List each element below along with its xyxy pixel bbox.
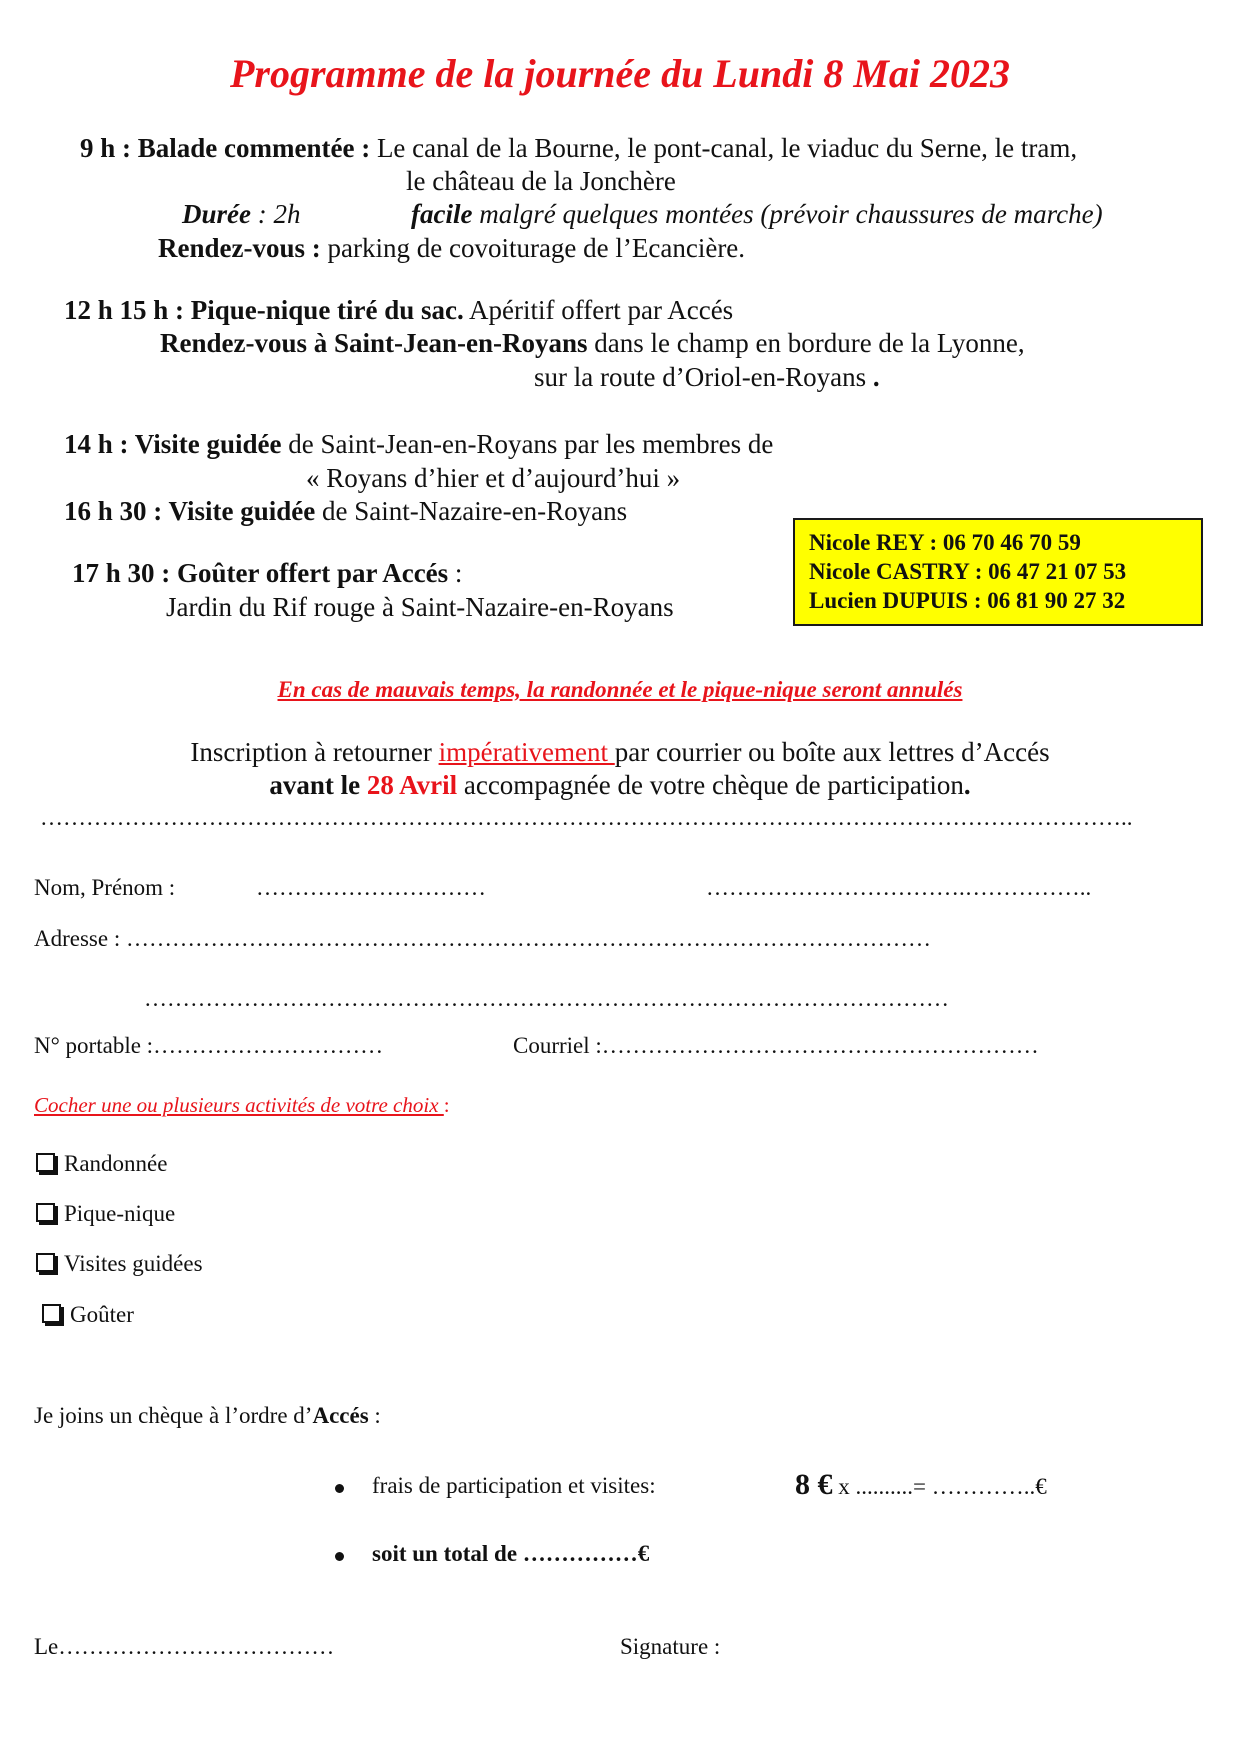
payment-intro-a: Je joins un chèque à l’ordre d’ bbox=[34, 1403, 313, 1428]
portable-label: N° portable : bbox=[34, 1033, 154, 1058]
activity-label: Randonnée bbox=[64, 1151, 168, 1176]
total-line[interactable]: soit un total de ……………€ bbox=[372, 1541, 650, 1566]
inscription-text-b: par courrier ou boîte aux lettres d’Accés bbox=[614, 737, 1050, 767]
balade-difficulty bbox=[411, 199, 1103, 230]
deadline-prefix: avant le bbox=[269, 770, 367, 800]
contact-1: Nicole REY : 06 70 46 70 59 bbox=[809, 530, 1081, 555]
balade-duree-line bbox=[182, 199, 301, 230]
visite1-assoc: « Royans d’hier et d’aujourd’hui » bbox=[306, 463, 681, 493]
gouter-time: 17 h 30 : Goûter offert par Accés bbox=[72, 558, 449, 588]
courriel-line bbox=[513, 1033, 1039, 1059]
adresse-field-1[interactable]: …………………………………………………………………………………………… bbox=[125, 926, 931, 951]
balade-rdv bbox=[158, 233, 745, 264]
balade-time: 9 h : Balade commentée : bbox=[80, 133, 371, 163]
deadline-end: . bbox=[963, 770, 971, 800]
road-end: . bbox=[866, 362, 880, 392]
balade-line bbox=[80, 133, 1077, 164]
visite1-line bbox=[64, 429, 773, 460]
activity-label: Goûter bbox=[70, 1302, 134, 1327]
visite2-time: 16 h 30 : Visite guidée bbox=[64, 496, 316, 526]
cut-line: …………………………………………………………………………………………………………………………….. bbox=[40, 805, 1133, 830]
date-field[interactable]: Le……………………………… bbox=[34, 1634, 335, 1659]
courriel-field[interactable]: ………………………………………………… bbox=[601, 1033, 1039, 1058]
deadline-date: 28 Avril bbox=[366, 770, 458, 800]
instruction-text: Cocher une ou plusieurs activités de votre choix bbox=[34, 1093, 444, 1117]
payment-payee: Accés bbox=[312, 1403, 369, 1428]
frais-calc bbox=[795, 1468, 1047, 1502]
weather-warning: En cas de mauvais temps, la randonnée et le pique-nique seront annulés bbox=[277, 677, 963, 702]
portable-field[interactable]: ………………………… bbox=[153, 1033, 384, 1058]
signature-label: Signature : bbox=[620, 1634, 721, 1659]
activity-visites[interactable] bbox=[36, 1251, 203, 1277]
visite2-line bbox=[64, 496, 627, 527]
activities-instruction bbox=[34, 1093, 450, 1118]
visite1-time: 14 h : Visite guidée bbox=[64, 429, 282, 459]
visite2-text: de Saint-Nazaire-en-Royans bbox=[315, 496, 628, 526]
bullet-icon bbox=[335, 1484, 344, 1503]
price-formula[interactable]: x ..........= …………..€ bbox=[832, 1474, 1047, 1499]
checkbox-icon[interactable] bbox=[36, 1203, 55, 1222]
adresse-label: Adresse : bbox=[34, 926, 126, 951]
piquenique-rdv bbox=[160, 328, 1025, 359]
nom-field[interactable]: ………………………… bbox=[256, 875, 486, 900]
payment-intro bbox=[34, 1403, 381, 1429]
activity-label: Pique-nique bbox=[64, 1201, 176, 1226]
nom-label: Nom, Prénom : bbox=[34, 875, 176, 900]
facile-label: facile bbox=[411, 199, 473, 229]
frais-label: frais de participation et visites: bbox=[372, 1473, 656, 1498]
instruction-colon: : bbox=[443, 1093, 450, 1117]
checkbox-icon[interactable] bbox=[36, 1253, 55, 1272]
prenom-field[interactable]: …………………………….…………….. bbox=[706, 875, 1092, 900]
rdv-text: parking de covoiturage de l’Ecancière. bbox=[320, 233, 746, 263]
piquenique-text: Apéritif offert par Accés bbox=[463, 295, 734, 325]
contact-box bbox=[793, 518, 1203, 626]
activity-piquenique[interactable] bbox=[36, 1201, 175, 1227]
bullet-icon bbox=[335, 1552, 344, 1571]
inscription-line-2 bbox=[0, 770, 1240, 801]
contact-2: Nicole CASTRY : 06 47 21 07 53 bbox=[809, 559, 1127, 584]
balade-text: Le canal de la Bourne, le pont-canal, le viaduc du Serne, le tram, bbox=[370, 133, 1078, 163]
facile-text: malgré quelques montées (prévoir chaussures de marche) bbox=[472, 199, 1103, 229]
checkbox-icon[interactable] bbox=[36, 1153, 55, 1172]
activity-gouter[interactable] bbox=[42, 1302, 134, 1328]
piquenique-road bbox=[534, 362, 880, 393]
activity-label: Visites guidées bbox=[64, 1251, 203, 1276]
piquenique-rdv-text: dans le champ en bordure de la Lyonne, bbox=[587, 328, 1025, 358]
road-text: sur la route d’Oriol-en-Royans bbox=[534, 362, 867, 392]
contact-3: Lucien DUPUIS : 06 81 90 27 32 bbox=[809, 588, 1126, 613]
piquenique-rdv-label: Rendez-vous à Saint-Jean-en-Royans bbox=[160, 328, 588, 358]
gouter-colon: : bbox=[448, 558, 463, 588]
inscription-line-1 bbox=[0, 737, 1240, 768]
piquenique-line bbox=[64, 295, 733, 326]
payment-intro-c: : bbox=[368, 1403, 381, 1428]
piquenique-time: 12 h 15 h : Pique-nique tiré du sac. bbox=[64, 295, 464, 325]
inscription-text-a: Inscription à retourner bbox=[190, 737, 439, 767]
portable-line bbox=[34, 1033, 383, 1059]
adresse-line bbox=[34, 926, 931, 952]
adresse-field-2[interactable]: …………………………………………………………………………………………… bbox=[144, 986, 949, 1011]
checkbox-icon[interactable] bbox=[42, 1304, 61, 1323]
duree-value: : 2h bbox=[251, 199, 301, 229]
price: 8 € bbox=[795, 1468, 833, 1501]
activity-randonnee[interactable] bbox=[36, 1151, 167, 1177]
courriel-label: Courriel : bbox=[513, 1033, 602, 1058]
duree-label: Durée bbox=[182, 199, 251, 229]
deadline-text: accompagnée de votre chèque de participation bbox=[457, 770, 964, 800]
gouter-line bbox=[72, 558, 462, 589]
gouter-place: Jardin du Rif rouge à Saint-Nazaire-en-Royans bbox=[166, 592, 674, 622]
page-title: Programme de la journée du Lundi 8 Mai 2023 bbox=[229, 51, 1011, 96]
rdv-label: Rendez-vous : bbox=[158, 233, 321, 263]
visite1-text: de Saint-Jean-en-Royans par les membres de bbox=[281, 429, 774, 459]
inscription-emphasis: impérativement bbox=[438, 737, 615, 767]
balade-text-2: le château de la Jonchère bbox=[406, 166, 676, 196]
